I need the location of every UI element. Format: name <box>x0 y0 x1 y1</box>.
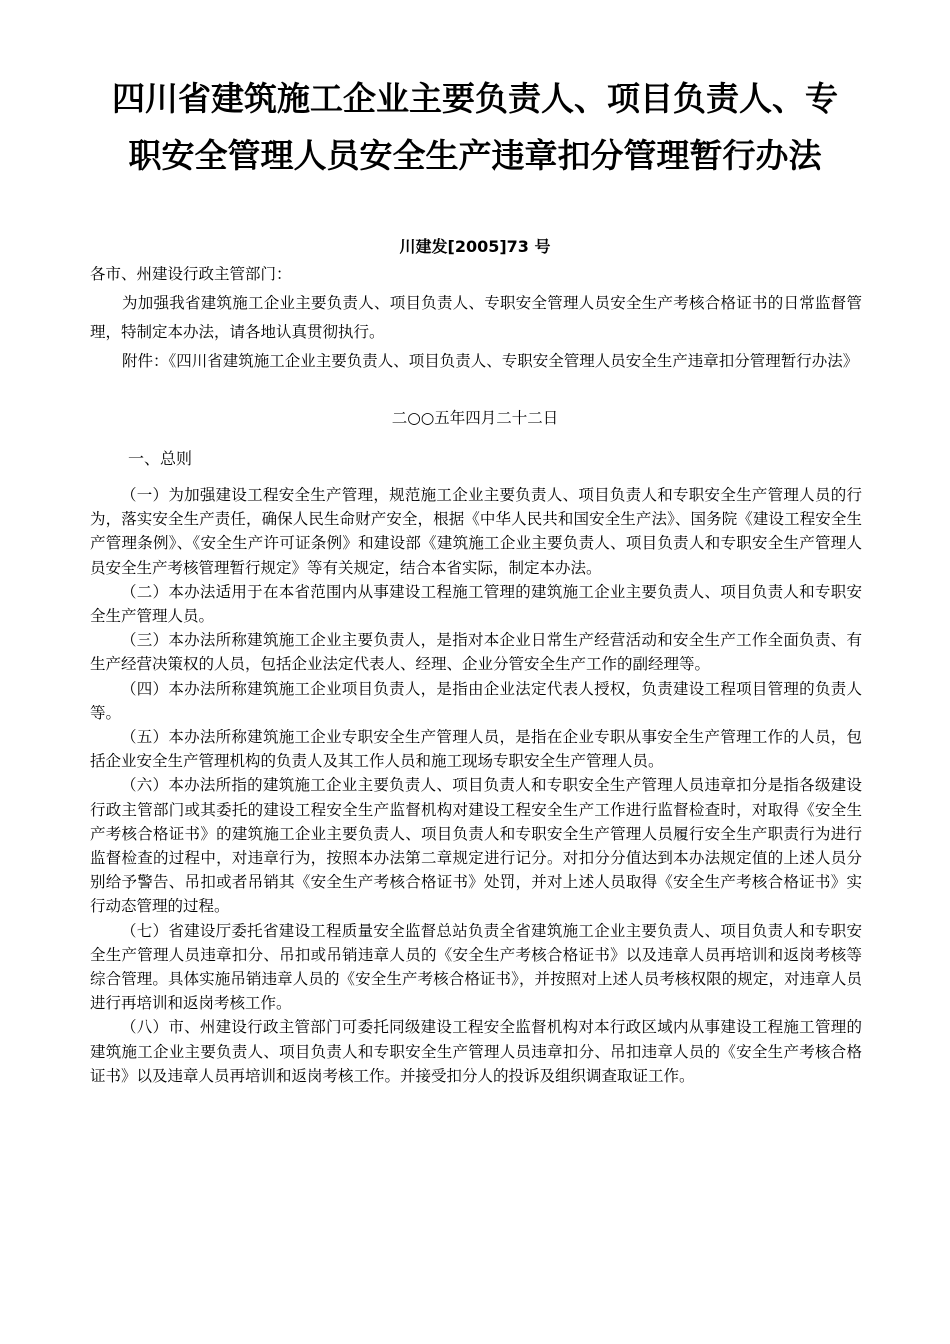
article-paragraph-2: （二）本办法适用于在本省范围内从事建设工程施工管理的建筑施工企业主要负责人、项目负责人和专职安全生产管理人员。 <box>90 582 862 626</box>
document-title <box>60 70 890 184</box>
article-paragraph-4: （四）本办法所称建筑施工企业项目负责人，是指由企业法定代表人授权，负责建设工程项目管理的负责人等。 <box>90 679 862 722</box>
issue-date: 二○○五年四月二十二日 <box>391 409 559 427</box>
article-paragraph-7: （七）省建设厅委托省建设工程质量安全监督总站负责全省建筑施工企业主要负责人、项目负责人和专职安全生产管理人员违章扣分、吊扣或吊销违章人员的《安全生产考核合格证书》以及违章人员再培训和返岗考核等综合管理。具体实施吊销违章人员的《安全生产考核合格证书》，并按照对上述人员考核权限的规定，对违章人员进行再培训和返岗考核工作。 <box>90 921 862 1013</box>
addressee: 各市、州建设行政主管部门： <box>90 265 292 283</box>
article-body <box>90 483 862 1088</box>
article-paragraph-3: （三）本办法所称建筑施工企业主要负责人，是指对本企业日常生产经营活动和安全生产工作全面负责、有生产经营决策权的人员，包括企业法定代表人、经理、企业分管安全生产工作的副经理等。 <box>90 631 862 674</box>
article-paragraph-1: （一）为加强建设工程安全生产管理，规范施工企业主要负责人、项目负责人和专职安全生产管理人员的行为，落实安全生产责任，确保人民生命财产安全，根据《中华人民共和国安全生产法》、国务院《建设工程安全生产管理条例》、《安全生产许可证条例》和建设部《建筑施工企业主要负责人、项目负责人和专职安全生产管理人员安全生产考核管理暂行规定》等有关规定，结合本省实际，制定本办法。 <box>90 486 862 577</box>
attachment-line: 附件：《四川省建筑施工企业主要负责人、项目负责人、专职安全管理人员安全生产违章扣分管理暂行办法》 <box>122 352 859 370</box>
article-paragraph-5: （五）本办法所称建筑施工企业专职安全生产管理人员，是指在企业专职从事安全生产管理工作的人员，包括企业安全生产管理机构的负责人及其工作人员和施工现场专职安全生产管理人员。 <box>90 728 862 771</box>
section-heading: 一、总则 <box>128 449 193 468</box>
intro-paragraph: 为加强我省建筑施工企业主要负责人、项目负责人、专职安全管理人员安全生产考核合格证书的日常监督管理，特制定本办法，请各地认真贯彻执行。 <box>90 294 862 341</box>
article-paragraph-6: （六）本办法所指的建筑施工企业主要负责人、项目负责人和专职安全生产管理人员违章扣分是指各级建设行政主管部门或其委托的建设工程安全生产监督机构对建设工程安全生产工作进行监督检查时，对取得《安全生产考核合格证书》的建筑施工企业主要负责人、项目负责人和专职安全生产管理人员履行安全生产职责行为进行监督检查的过程中，对违章行为，按照本办法第二章规定进行记分。对扣分分值达到本办法规定值的上述人员分别给予警告、吊扣或者吊销其《安全生产考核合格证书》处罚，并对上述人员取得《安全生产考核合格证书》实行动态管理的过程。 <box>90 776 862 916</box>
title-line-2: 职安全管理人员安全生产违章扣分管理暂行办法 <box>128 136 822 175</box>
title-line-1: 四川省建筑施工企业主要负责人、项目负责人、专 <box>112 79 838 118</box>
article-paragraph-8: （八）市、州建设行政主管部门可委托同级建设工程安全监督机构对本行政区域内从事建设工程施工管理的建筑施工企业主要负责人、项目负责人和专职安全生产管理人员违章扣分、吊扣违章人员的《安全生产考核合格证书》以及违章人员再培训和返岗考核工作。并接受扣分人的投诉及组织调查取证工作。 <box>90 1018 862 1085</box>
document-number: 川建发[2005]73 号 <box>399 237 551 256</box>
